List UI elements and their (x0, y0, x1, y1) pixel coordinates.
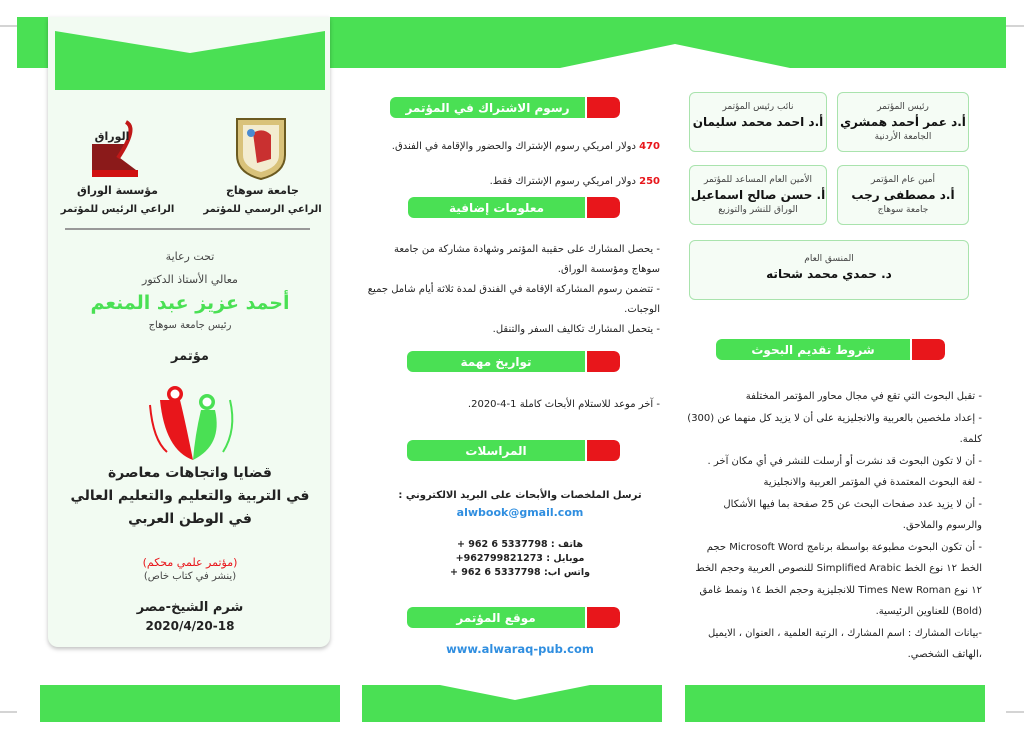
role: المنسق العام (804, 254, 854, 264)
list-item: - إعداد ملخصين بالعربية والانجليزية على أن لا يزيد كل منهما عن (300) كلمة. (687, 412, 982, 445)
conference-label: مؤتمر (171, 349, 209, 364)
committee-card (689, 92, 827, 152)
patron-title: رئيس جامعة سوهاج (148, 320, 232, 331)
fees-header (390, 97, 620, 118)
publish-note: (ينشر في كتاب خاص) (143, 571, 237, 582)
fee-item (385, 137, 660, 157)
email-link[interactable]: alwbook@gmail.com (456, 506, 584, 519)
bottom-band-right (685, 685, 985, 722)
extra-header (408, 197, 620, 218)
submission-header (716, 339, 945, 360)
title-line: قضايا واتجاهات معاصرة (108, 465, 272, 481)
contact-title: المراسلات (407, 440, 585, 461)
affiliation: جامعة سوهاج (877, 205, 929, 215)
submission-title: شروط تقديم البحوث (716, 339, 910, 360)
title-line: في التربية والتعليم والتعليم العالي (70, 488, 310, 504)
list-item: - أن لا يزيد عدد صفحات البحث عن 25 صفحة بما فيها الأشكال والرسوم والملاحق. (723, 498, 982, 531)
role: الأمين العام المساعد للمؤتمر (703, 175, 813, 185)
role: نائب رئيس المؤتمر (722, 102, 794, 112)
list-item: - أن تكون البحوث مطبوعة بواسطة برنامج Microsoft Word حجم الخط ١٢ نوع الخط Simplified Arabic للنصوص العربية وحجم الخط ١٢ نوع Times New Roman للانجليزية وحجم الخط ١٤ ونمط غامق (Bold) للعناوين الرئيسية. (695, 541, 982, 617)
list-item: - تقبل البحوث التي تقع في مجال محاور المؤتمر المختلفة (745, 391, 982, 402)
sponsor2-role: الراعي الرئيس للمؤتمر (60, 204, 175, 215)
site-header (407, 607, 620, 628)
fees-title: رسوم الاشتراك في المؤتمر (390, 97, 585, 118)
sponsor1-role: الراعي الرسمي للمؤتمر (203, 204, 322, 215)
affiliation: الجامعة الأردنية (874, 132, 932, 142)
sponsor1-name: جامعة سوهاج (226, 184, 299, 197)
name: د. حمدي محمد شحاته (766, 267, 892, 281)
peer-reviewed: (مؤتمر علمي محكم) (142, 556, 238, 569)
list-item: - يحصل المشارك على حقيبة المؤتمر وشهادة مشاركة من جامعة سوهاج ومؤسسة الوراق. (393, 244, 660, 275)
name: أ.د عمر أحمد همشري (840, 115, 966, 129)
title-line: في الوطن العربي (128, 511, 252, 527)
phone: هاتف : 5337798 6 962 + (456, 539, 584, 550)
whatsapp: واتس اب: 5337798 6 962 + (449, 567, 591, 578)
list-item: - أن لا تكون البحوث قد نشرت أو أرسلت للنشر في أي مكان آخر . (707, 455, 982, 467)
submission-list (686, 386, 982, 666)
list-item: - لغة البحوث المعتمدة في المؤتمر العربية والانجليزية (763, 477, 982, 488)
site-title: موقع المؤتمر (407, 607, 585, 628)
name: أ. حسن صالح اسماعيل (690, 188, 826, 202)
name: أ.د مصطفى رجب (851, 188, 955, 202)
name: أ.د احمد محمد سليمان (692, 115, 824, 129)
conference-logo (145, 380, 240, 465)
dates-header (407, 351, 620, 372)
deadline: - آخر موعد للاستلام الأبحاث كاملة 1-4-2020. (467, 399, 660, 410)
list-item: - تتضمن رسوم المشاركة الإقامة في الفندق لمدة ثلاثة أيام شامل جميع الوجبات. (367, 284, 660, 315)
honorific: معالي الأستاذ الدكتور (142, 273, 238, 286)
fee-amount: 250 (639, 176, 660, 187)
sohag-university-logo (233, 115, 289, 181)
patron-name: أحمد عزيز عبد المنعم (90, 292, 290, 314)
conference-date: 2020/4/20-18 (145, 619, 235, 633)
role: أمين عام المؤتمر (870, 175, 936, 185)
cover-header-block (55, 31, 325, 91)
affiliation: الوراق للنشر والتوزيع (718, 205, 798, 215)
mobile: موبايل : 962799821273+ (455, 553, 585, 564)
extra-title: معلومات إضافية (408, 197, 585, 218)
website-link[interactable]: www.alwaraq-pub.com (446, 642, 594, 656)
fee-amount: 470 (639, 141, 660, 152)
conference-title (55, 462, 325, 531)
fee-text: دولار امريكي رسوم الإشتراك فقط. (489, 176, 640, 187)
fee-item (385, 172, 660, 192)
role: رئيس المؤتمر (877, 102, 929, 112)
alwaraq-logo (90, 118, 140, 178)
committee-card (689, 165, 827, 225)
fee-text: دولار امريكي رسوم الإشتراك والحضور والإقامة في الفندق. (391, 141, 640, 152)
list-item: - يتحمل المشارك تكاليف السفر والتنقل. (492, 324, 660, 335)
venue: شرم الشيخ-مصر (136, 600, 244, 615)
contact-header (407, 440, 620, 461)
committee-card (837, 92, 969, 152)
extra-list (365, 240, 660, 340)
bottom-band-middle (362, 685, 662, 722)
sponsor2-name: مؤسسة الوراق (77, 184, 158, 197)
bottom-band-left (40, 685, 340, 722)
dates-title: تواريخ مهمة (407, 351, 585, 372)
committee-card (837, 165, 969, 225)
list-item: -بيانات المشارك : اسم المشارك ، الرتبة العلمية ، العنوان ، الايميل ،الهاتف الشخصي. (707, 627, 982, 660)
cover-card (48, 17, 330, 647)
phones (370, 538, 670, 580)
alwaraq-logo-text: الوراق (94, 130, 130, 143)
patronage-label: تحت رعاية (165, 250, 215, 263)
committee-card (689, 240, 969, 300)
contact-intro: ترسل الملخصات والأبحاث على البريد الالكتروني : (398, 490, 642, 501)
divider (65, 228, 310, 230)
